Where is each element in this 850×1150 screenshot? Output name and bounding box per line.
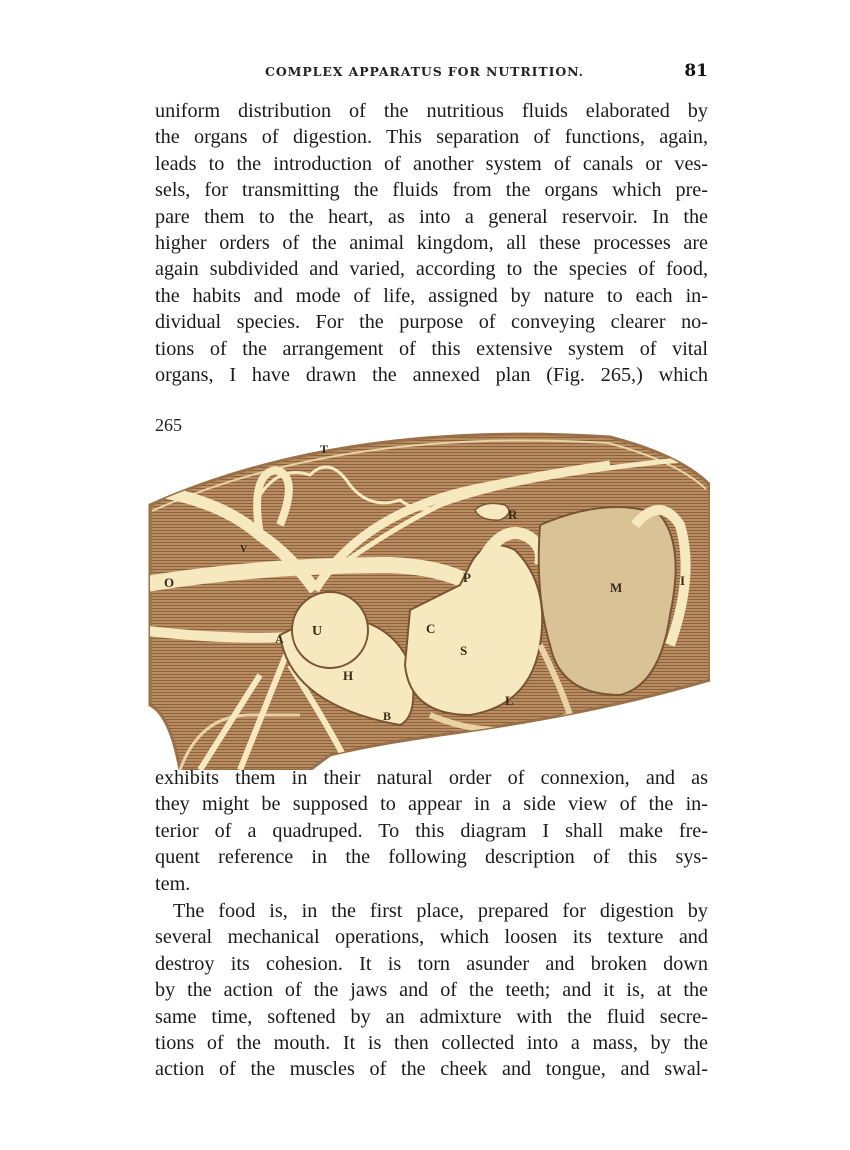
text-line: tions of the mouth. It is then collected into a mass, by the bbox=[155, 1031, 708, 1054]
figure-label-U: U bbox=[312, 624, 323, 639]
paragraph-2 bbox=[155, 765, 708, 897]
text-line: tem. bbox=[155, 872, 191, 895]
figure-label-A: A bbox=[275, 632, 284, 646]
mesentery-M bbox=[539, 507, 676, 695]
text-line: leads to the introduction of another system of canals or ves- bbox=[155, 152, 708, 175]
text-line: exhibits them in their natural order of connexion, and as bbox=[155, 767, 708, 789]
text-line: several mechanical operations, which loosen its texture and bbox=[155, 926, 708, 949]
text-line: higher orders of the animal kingdom, all these processes are bbox=[155, 231, 708, 254]
text-line: The food is, in the first place, prepared for digestion by bbox=[173, 900, 708, 922]
text-line: again subdivided and varied, according to the species of food, bbox=[155, 258, 708, 281]
text-line: dividual species. For the purpose of conveying clearer no- bbox=[155, 311, 708, 334]
text-line: the habits and mode of life, assigned by nature to each in- bbox=[155, 284, 708, 307]
figure-label-P: P bbox=[463, 570, 471, 585]
figure-label-H: H bbox=[343, 668, 354, 683]
running-header bbox=[150, 61, 708, 86]
figure-label-L: L bbox=[505, 693, 514, 708]
figure-265-digestive-system-plan bbox=[140, 415, 710, 770]
running-title: COMPLEX APPARATUS FOR NUTRITION. bbox=[265, 64, 584, 79]
text-line: destroy its cohesion. It is torn asunder and broken down bbox=[155, 952, 708, 975]
figure-number: 265 bbox=[155, 415, 182, 435]
text-line: same time, softened by an admixture with the fluid secre- bbox=[155, 1005, 708, 1028]
figure-label-S: S bbox=[460, 643, 468, 658]
page-number: 81 bbox=[684, 61, 708, 81]
text-line: sels, for transmitting the fluids from the organs which pre- bbox=[155, 179, 708, 202]
figure-label-V: V bbox=[240, 544, 248, 555]
text-line: terior of a quadruped. To this diagram I shall make fre- bbox=[155, 819, 708, 842]
text-line: quent reference in the following description of this sys- bbox=[155, 846, 708, 869]
text-line: tions of the arrangement of this extensive system of vital bbox=[155, 337, 708, 360]
text-line: uniform distribution of the nutritious fluids elaborated by bbox=[155, 100, 708, 122]
figure-label-R: R bbox=[508, 507, 518, 522]
figure-illustration bbox=[140, 415, 710, 770]
text-line: organs, I have drawn the annexed plan (Fig. 265,) which bbox=[155, 363, 708, 386]
paragraph-3 bbox=[155, 898, 708, 1083]
figure-label-O: O bbox=[164, 575, 175, 590]
text-line: they might be supposed to appear in a side view of the in- bbox=[155, 793, 708, 816]
text-line: by the action of the jaws and of the teeth; and it is, at the bbox=[155, 979, 708, 1002]
text-line: pare them to the heart, as into a general reservoir. In the bbox=[155, 205, 708, 228]
figure-label-C: C bbox=[426, 621, 436, 636]
figure-label-I: I bbox=[680, 573, 686, 588]
figure-label-B: B bbox=[383, 709, 392, 723]
paragraph-1 bbox=[155, 98, 708, 388]
auricle-U bbox=[292, 592, 368, 668]
text-line: the organs of digestion. This separation of functions, again, bbox=[155, 126, 708, 149]
figure-label-M: M bbox=[610, 580, 623, 595]
text-line: action of the muscles of the cheek and tongue, and swal- bbox=[155, 1058, 708, 1081]
figure-label-T: T bbox=[320, 442, 329, 456]
